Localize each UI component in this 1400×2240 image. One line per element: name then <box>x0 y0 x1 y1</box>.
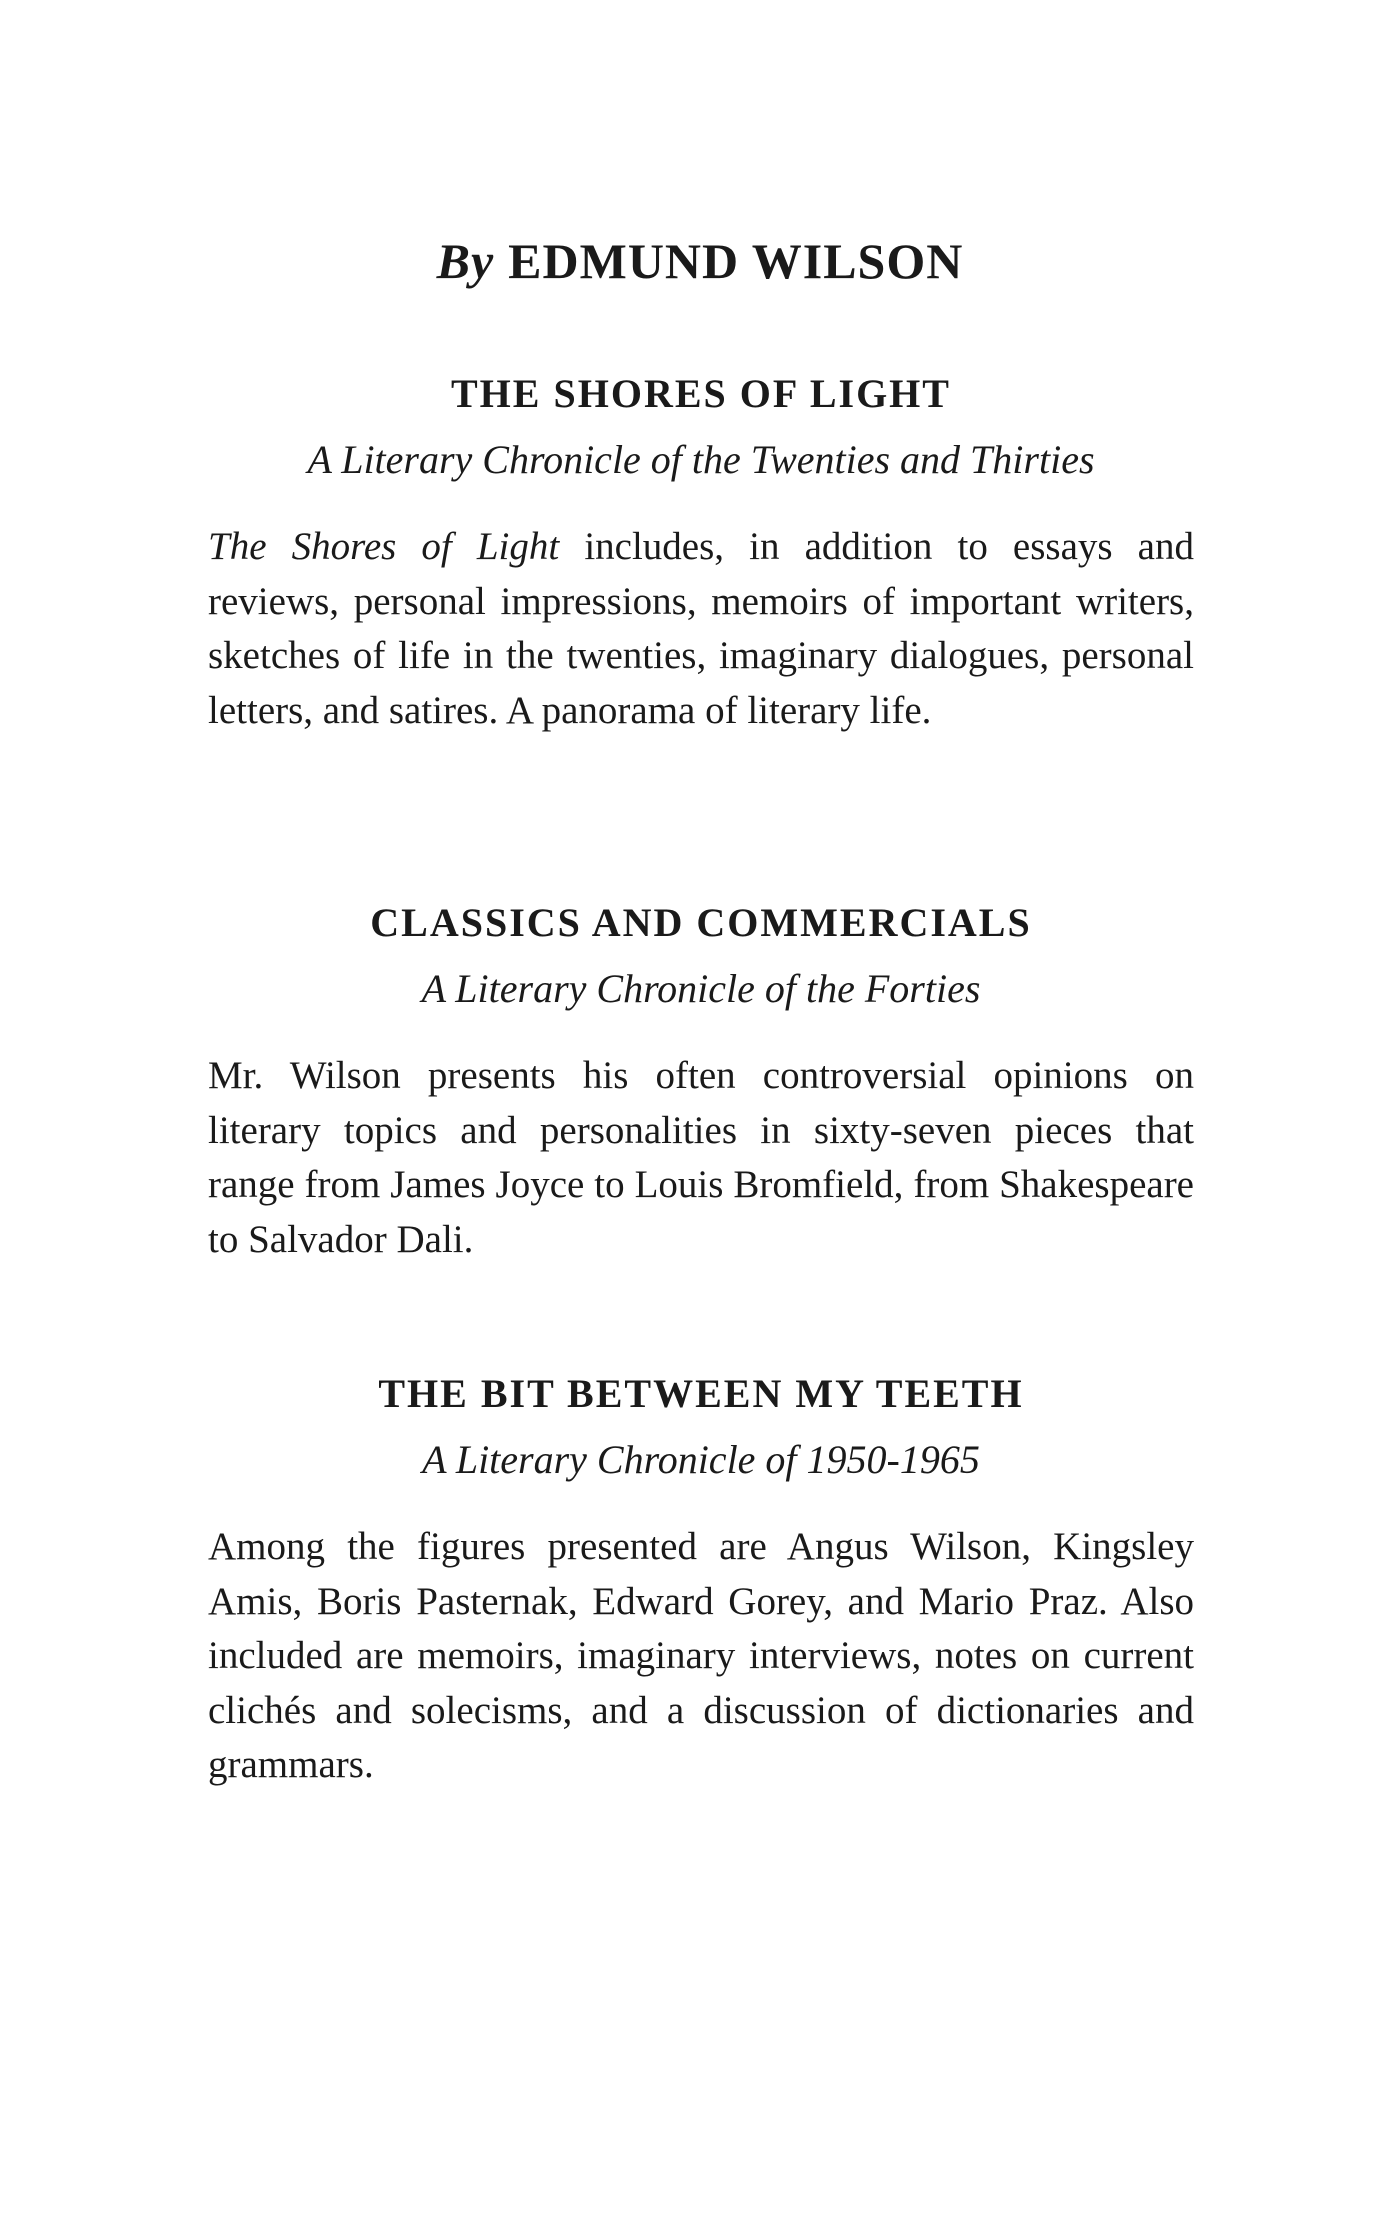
book-subtitle: A Literary Chronicle of 1950-1965 <box>422 1437 980 1482</box>
book-subtitle: A Literary Chronicle of the Forties <box>421 966 981 1011</box>
book-description: Mr. Wilson presents his often controversial opinions on literary topics and personalities in sixty-seven pieces that range from James Joyce to Louis Bromfield, from Shakespeare to Salvador Dali. <box>208 1054 1194 1261</box>
book-subtitle: A Literary Chronicle of the Twenties and Thirties <box>307 437 1095 482</box>
book-entry <box>208 1368 1194 1793</box>
book-title: THE BIT BETWEEN MY TEETH <box>378 1371 1024 1416</box>
book-description: Among the figures presented are Angus Wilson, Kingsley Amis, Boris Pasternak, Edward Gorey, and Mario Praz. Also included are memoirs, imaginary interviews, notes on current clichés and solecisms, and a discussion of dictionaries and grammars. <box>208 1525 1194 1786</box>
author-name: EDMUND WILSON <box>508 233 964 289</box>
author-header <box>0 232 1400 290</box>
book-entry <box>208 897 1194 1267</box>
book-description-italic-title: The Shores of Light <box>208 525 560 568</box>
by-label: By <box>436 233 495 289</box>
book-entry <box>208 368 1194 738</box>
book-title: CLASSICS AND COMMERCIALS <box>370 900 1032 945</box>
book-description-text: includes, in addition to essays and reviews, personal impressions, memoirs of important writers, sketches of life in the twenties, imaginary dialogues, personal letters, and satires. A panorama of literary life. <box>208 525 1194 732</box>
book-description <box>208 520 1194 738</box>
book-title: THE SHORES OF LIGHT <box>451 371 951 416</box>
